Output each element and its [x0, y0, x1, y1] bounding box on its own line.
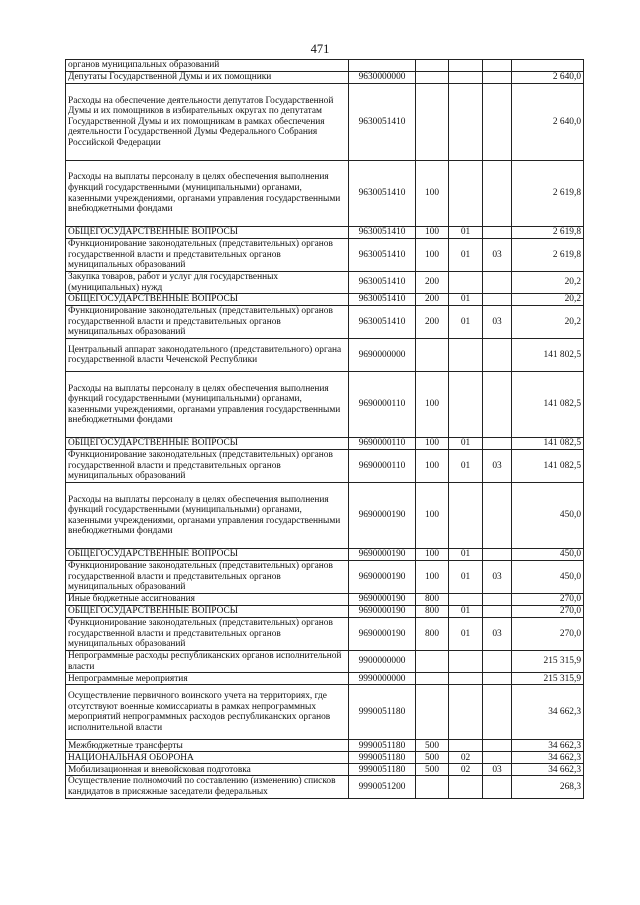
row-section	[449, 339, 483, 372]
row-expense-type: 100	[416, 438, 449, 450]
row-subsection	[483, 227, 512, 239]
table-row	[66, 606, 584, 618]
row-target-code: 9690000110	[349, 372, 416, 438]
row-section	[449, 84, 483, 161]
row-expense-type: 100	[416, 483, 449, 549]
row-subsection	[483, 685, 512, 740]
row-amount: 450,0	[512, 483, 584, 549]
budget-table	[65, 59, 584, 799]
row-expense-type: 500	[416, 740, 449, 752]
row-target-code: 9630051410	[349, 227, 416, 239]
page-number: 471	[310, 42, 330, 56]
row-section: 01	[449, 227, 483, 239]
row-section: 01	[449, 618, 483, 651]
row-description: Мобилизационная и вневойсковая подготовка	[66, 764, 349, 776]
row-expense-type: 100	[416, 561, 449, 594]
row-expense-type	[416, 84, 449, 161]
row-subsection	[483, 776, 512, 798]
row-amount: 2 619,8	[512, 239, 584, 272]
row-section	[449, 483, 483, 549]
row-description: Депутаты Государственной Думы и их помощники	[66, 72, 349, 84]
row-expense-type: 100	[416, 450, 449, 483]
row-subsection: 03	[483, 764, 512, 776]
row-subsection	[483, 740, 512, 752]
row-target-code	[349, 60, 416, 72]
row-description: Функционирование законодательных (представительных) органов государственной власти и представительных органов муниципальных образований	[66, 561, 349, 594]
row-expense-type: 100	[416, 227, 449, 239]
row-section: 01	[449, 606, 483, 618]
row-description: Расходы на обеспечение деятельности депутатов Государственной Думы и их помощников в избирательных округах по депутатам Государственной Думы и их помощникам в рамках обеспечения деятельности Государственной Думы Федерального Собрания Российской Федерации	[66, 84, 349, 161]
row-target-code: 9690000190	[349, 594, 416, 606]
table-row	[66, 673, 584, 685]
row-amount: 141 082,5	[512, 450, 584, 483]
table-row	[66, 618, 584, 651]
row-amount: 20,2	[512, 272, 584, 294]
row-amount: 34 662,3	[512, 740, 584, 752]
row-subsection	[483, 84, 512, 161]
row-amount: 141 082,5	[512, 438, 584, 450]
row-target-code: 9690000110	[349, 450, 416, 483]
row-expense-type: 200	[416, 272, 449, 294]
row-subsection	[483, 483, 512, 549]
row-subsection	[483, 339, 512, 372]
table-row	[66, 306, 584, 339]
row-target-code: 9990051180	[349, 685, 416, 740]
row-target-code: 9690000000	[349, 339, 416, 372]
row-amount: 34 662,3	[512, 752, 584, 764]
row-description: Межбюджетные трансферты	[66, 740, 349, 752]
row-subsection	[483, 161, 512, 227]
row-amount: 270,0	[512, 606, 584, 618]
row-section: 01	[449, 294, 483, 306]
row-amount: 215 315,9	[512, 651, 584, 673]
row-section: 01	[449, 239, 483, 272]
table-row	[66, 60, 584, 72]
row-description: Функционирование законодательных (представительных) органов государственной власти и представительных органов муниципальных образований	[66, 306, 349, 339]
row-expense-type: 500	[416, 764, 449, 776]
row-expense-type: 200	[416, 306, 449, 339]
table-row	[66, 227, 584, 239]
row-expense-type	[416, 685, 449, 740]
row-section	[449, 740, 483, 752]
row-target-code: 9690000110	[349, 438, 416, 450]
row-amount: 270,0	[512, 618, 584, 651]
row-description: Закупка товаров, работ и услуг для государственных (муниципальных) нужд	[66, 272, 349, 294]
table-row	[66, 438, 584, 450]
row-section	[449, 60, 483, 72]
table-row	[66, 339, 584, 372]
row-subsection	[483, 438, 512, 450]
row-target-code: 9690000190	[349, 606, 416, 618]
row-expense-type	[416, 673, 449, 685]
table-row	[66, 752, 584, 764]
row-expense-type: 100	[416, 372, 449, 438]
row-target-code: 9990051180	[349, 740, 416, 752]
row-amount: 268,3	[512, 776, 584, 798]
table-row	[66, 239, 584, 272]
row-description: Расходы на выплаты персоналу в целях обеспечения выполнения функций государственными (муниципальными) органами, казенными учреждениями, органами управления государственными внебюджетными фондами	[66, 483, 349, 549]
row-description: ОБЩЕГОСУДАРСТВЕННЫЕ ВОПРОСЫ	[66, 227, 349, 239]
table-row	[66, 483, 584, 549]
row-amount: 450,0	[512, 549, 584, 561]
row-description: Функционирование законодательных (представительных) органов государственной власти и представительных органов муниципальных образований	[66, 450, 349, 483]
row-target-code: 9990051200	[349, 776, 416, 798]
row-amount: 2 619,8	[512, 161, 584, 227]
row-section	[449, 594, 483, 606]
table-row	[66, 84, 584, 161]
row-target-code: 9990051180	[349, 752, 416, 764]
row-section	[449, 685, 483, 740]
row-subsection	[483, 673, 512, 685]
row-subsection	[483, 372, 512, 438]
row-amount: 20,2	[512, 294, 584, 306]
row-target-code: 9690000190	[349, 483, 416, 549]
row-target-code: 9630051410	[349, 294, 416, 306]
budget-table-body	[66, 60, 584, 799]
row-subsection: 03	[483, 450, 512, 483]
row-section	[449, 161, 483, 227]
row-section	[449, 776, 483, 798]
row-expense-type	[416, 339, 449, 372]
row-expense-type: 500	[416, 752, 449, 764]
row-expense-type	[416, 72, 449, 84]
row-subsection	[483, 651, 512, 673]
row-target-code: 9690000190	[349, 549, 416, 561]
row-section	[449, 72, 483, 84]
row-subsection	[483, 272, 512, 294]
row-subsection	[483, 549, 512, 561]
row-amount: 2 640,0	[512, 84, 584, 161]
table-row	[66, 72, 584, 84]
row-amount: 270,0	[512, 594, 584, 606]
row-target-code: 9690000190	[349, 561, 416, 594]
table-row	[66, 161, 584, 227]
row-amount: 141 802,5	[512, 339, 584, 372]
row-section: 01	[449, 549, 483, 561]
row-target-code: 9630000000	[349, 72, 416, 84]
row-description: Центральный аппарат законодательного (представительного) органа государственной власти Чеченской Республики	[66, 339, 349, 372]
row-amount: 2 640,0	[512, 72, 584, 84]
row-expense-type: 100	[416, 161, 449, 227]
row-expense-type	[416, 776, 449, 798]
row-section: 02	[449, 764, 483, 776]
row-target-code: 9630051410	[349, 306, 416, 339]
row-amount: 34 662,3	[512, 764, 584, 776]
row-subsection	[483, 60, 512, 72]
row-target-code: 9630051410	[349, 272, 416, 294]
row-expense-type	[416, 60, 449, 72]
table-row	[66, 685, 584, 740]
row-amount: 215 315,9	[512, 673, 584, 685]
row-expense-type: 800	[416, 606, 449, 618]
table-row	[66, 294, 584, 306]
row-expense-type: 100	[416, 549, 449, 561]
row-section: 02	[449, 752, 483, 764]
table-row	[66, 372, 584, 438]
table-row	[66, 651, 584, 673]
row-subsection	[483, 72, 512, 84]
row-amount: 20,2	[512, 306, 584, 339]
row-description: ОБЩЕГОСУДАРСТВЕННЫЕ ВОПРОСЫ	[66, 438, 349, 450]
row-expense-type	[416, 651, 449, 673]
table-row	[66, 764, 584, 776]
row-description: Функционирование законодательных (представительных) органов государственной власти и представительных органов муниципальных образований	[66, 239, 349, 272]
row-section	[449, 651, 483, 673]
row-subsection	[483, 606, 512, 618]
row-subsection: 03	[483, 561, 512, 594]
row-description: Непрограммные мероприятия	[66, 673, 349, 685]
row-section	[449, 272, 483, 294]
row-subsection: 03	[483, 306, 512, 339]
row-subsection	[483, 752, 512, 764]
row-expense-type: 800	[416, 618, 449, 651]
row-section	[449, 673, 483, 685]
row-section: 01	[449, 306, 483, 339]
row-section	[449, 372, 483, 438]
row-description: НАЦИОНАЛЬНАЯ ОБОРОНА	[66, 752, 349, 764]
table-row	[66, 594, 584, 606]
row-target-code: 9630051410	[349, 239, 416, 272]
row-expense-type: 100	[416, 239, 449, 272]
row-description: Непрограммные расходы республиканских органов исполнительной власти	[66, 651, 349, 673]
table-row	[66, 776, 584, 798]
row-subsection	[483, 294, 512, 306]
row-target-code: 9900000000	[349, 651, 416, 673]
row-target-code: 9630051410	[349, 161, 416, 227]
row-subsection: 03	[483, 239, 512, 272]
table-row	[66, 549, 584, 561]
row-section: 01	[449, 450, 483, 483]
row-description: Расходы на выплаты персоналу в целях обеспечения выполнения функций государственными (муниципальными) органами, казенными учреждениями, органами управления государственными внебюджетными фондами	[66, 161, 349, 227]
row-description: Иные бюджетные ассигнования	[66, 594, 349, 606]
row-amount: 141 082,5	[512, 372, 584, 438]
row-target-code: 9690000190	[349, 618, 416, 651]
table-row	[66, 450, 584, 483]
row-target-code: 9990000000	[349, 673, 416, 685]
table-row	[66, 272, 584, 294]
row-subsection: 03	[483, 618, 512, 651]
row-amount: 450,0	[512, 561, 584, 594]
row-description: ОБЩЕГОСУДАРСТВЕННЫЕ ВОПРОСЫ	[66, 549, 349, 561]
row-description: ОБЩЕГОСУДАРСТВЕННЫЕ ВОПРОСЫ	[66, 606, 349, 618]
row-section: 01	[449, 438, 483, 450]
row-target-code: 9990051180	[349, 764, 416, 776]
row-expense-type: 200	[416, 294, 449, 306]
row-amount: 34 662,3	[512, 685, 584, 740]
row-description: Функционирование законодательных (представительных) органов государственной власти и представительных органов муниципальных образований	[66, 618, 349, 651]
row-description: ОБЩЕГОСУДАРСТВЕННЫЕ ВОПРОСЫ	[66, 294, 349, 306]
row-description: органов муниципальных образований	[66, 60, 349, 72]
row-description: Осуществление первичного воинского учета на территориях, где отсутствуют военные комиссариаты в рамках непрограммных мероприятий непрограммных расходов республиканских органов исполнительной власти	[66, 685, 349, 740]
row-description: Расходы на выплаты персоналу в целях обеспечения выполнения функций государственными (муниципальными) органами, казенными учреждениями, органами управления государственными внебюджетными фондами	[66, 372, 349, 438]
row-expense-type: 800	[416, 594, 449, 606]
row-target-code: 9630051410	[349, 84, 416, 161]
row-section: 01	[449, 561, 483, 594]
table-row	[66, 740, 584, 752]
row-amount	[512, 60, 584, 72]
row-description: Осуществление полномочий по составлению (изменению) списков кандидатов в присяжные заседатели федеральных	[66, 776, 349, 798]
row-amount: 2 619,8	[512, 227, 584, 239]
table-row	[66, 561, 584, 594]
row-subsection	[483, 594, 512, 606]
